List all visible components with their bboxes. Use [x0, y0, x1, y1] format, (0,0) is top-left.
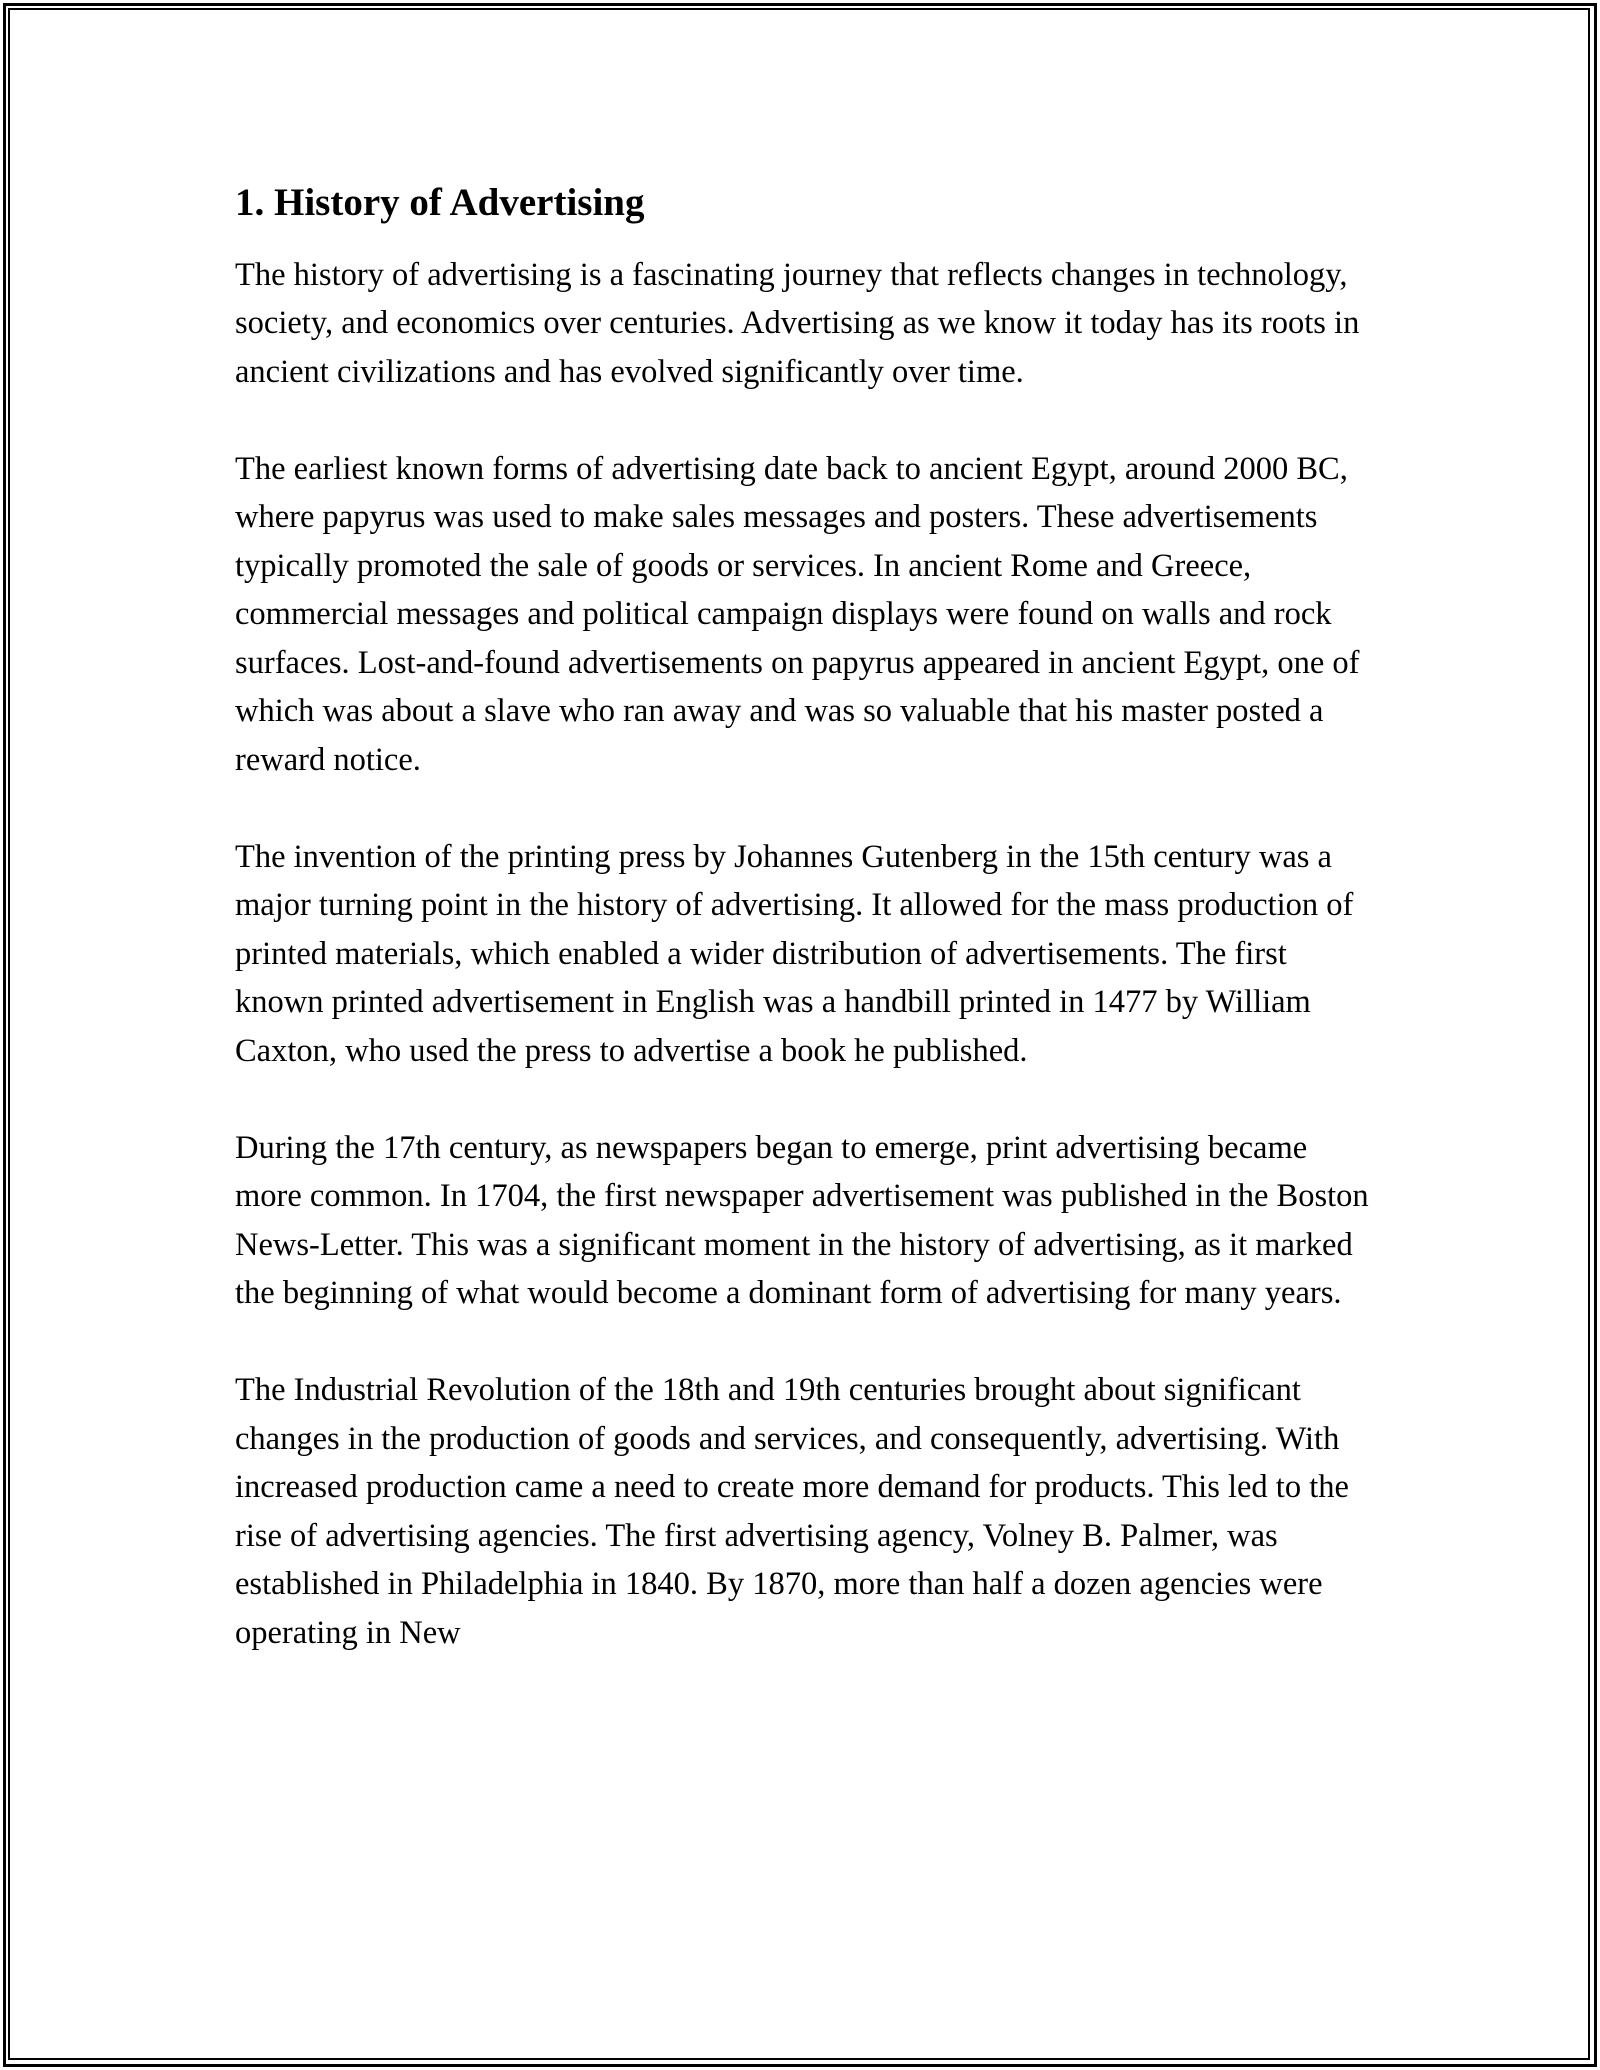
paragraph-intro: The history of advertising is a fascinating journey that reflects changes in technology, society, and economics over centuries. Advertising as we know it today has its roots in ancient civilizations and has evolved significantly over time. — [235, 256, 1360, 390]
paragraph-ancient-egypt: The earliest known forms of advertising date back to ancient Egypt, around 2000 BC, where papyrus was used to make sales messages and posters. These advertisements typically promoted the sale of goods or services. In ancient Rome and Greece, commercial messages and political campaign displays were found on walls and rock surfaces. Lost-and-found advertisements on papyrus appeared in ancient Egypt, one of which was about a slave who ran away and was so valuable that his master posted a reward notice. — [235, 450, 1360, 778]
paragraph-industrial-revolution: The Industrial Revolution of the 18th and 19th centuries brought about significant changes in the production of goods and services, and consequently, advertising. With increased production came a need to create more demand for products. This led to the rise of advertising agencies. The first advertising agency, Volney B. Palmer, was established in Philadelphia in 1840. By 1870, more than half a dozen agencies were operating in New — [235, 1372, 1349, 1651]
paragraph-newspapers: During the 17th century, as newspapers began to emerge, print advertising became more common. In 1704, the first newspaper advertisement was published in the Boston News-Letter. This was a significant moment in the history of advertising, as it marked the beginning of what would become a dominant form of advertising for many years. — [235, 1129, 1369, 1312]
paragraph-printing-press: The invention of the printing press by Johannes Gutenberg in the 15th century was a major turning point in the history of advertising. It allowed for the mass production of printed materials, which enabled a wider distribution of advertisements. The first known printed advertisement in English was a handbill printed in 1477 by William Caxton, who used the press to advertise a book he published. — [235, 838, 1354, 1069]
section-heading: 1. History of Advertising — [235, 181, 645, 224]
document-body — [235, 178, 1370, 1706]
